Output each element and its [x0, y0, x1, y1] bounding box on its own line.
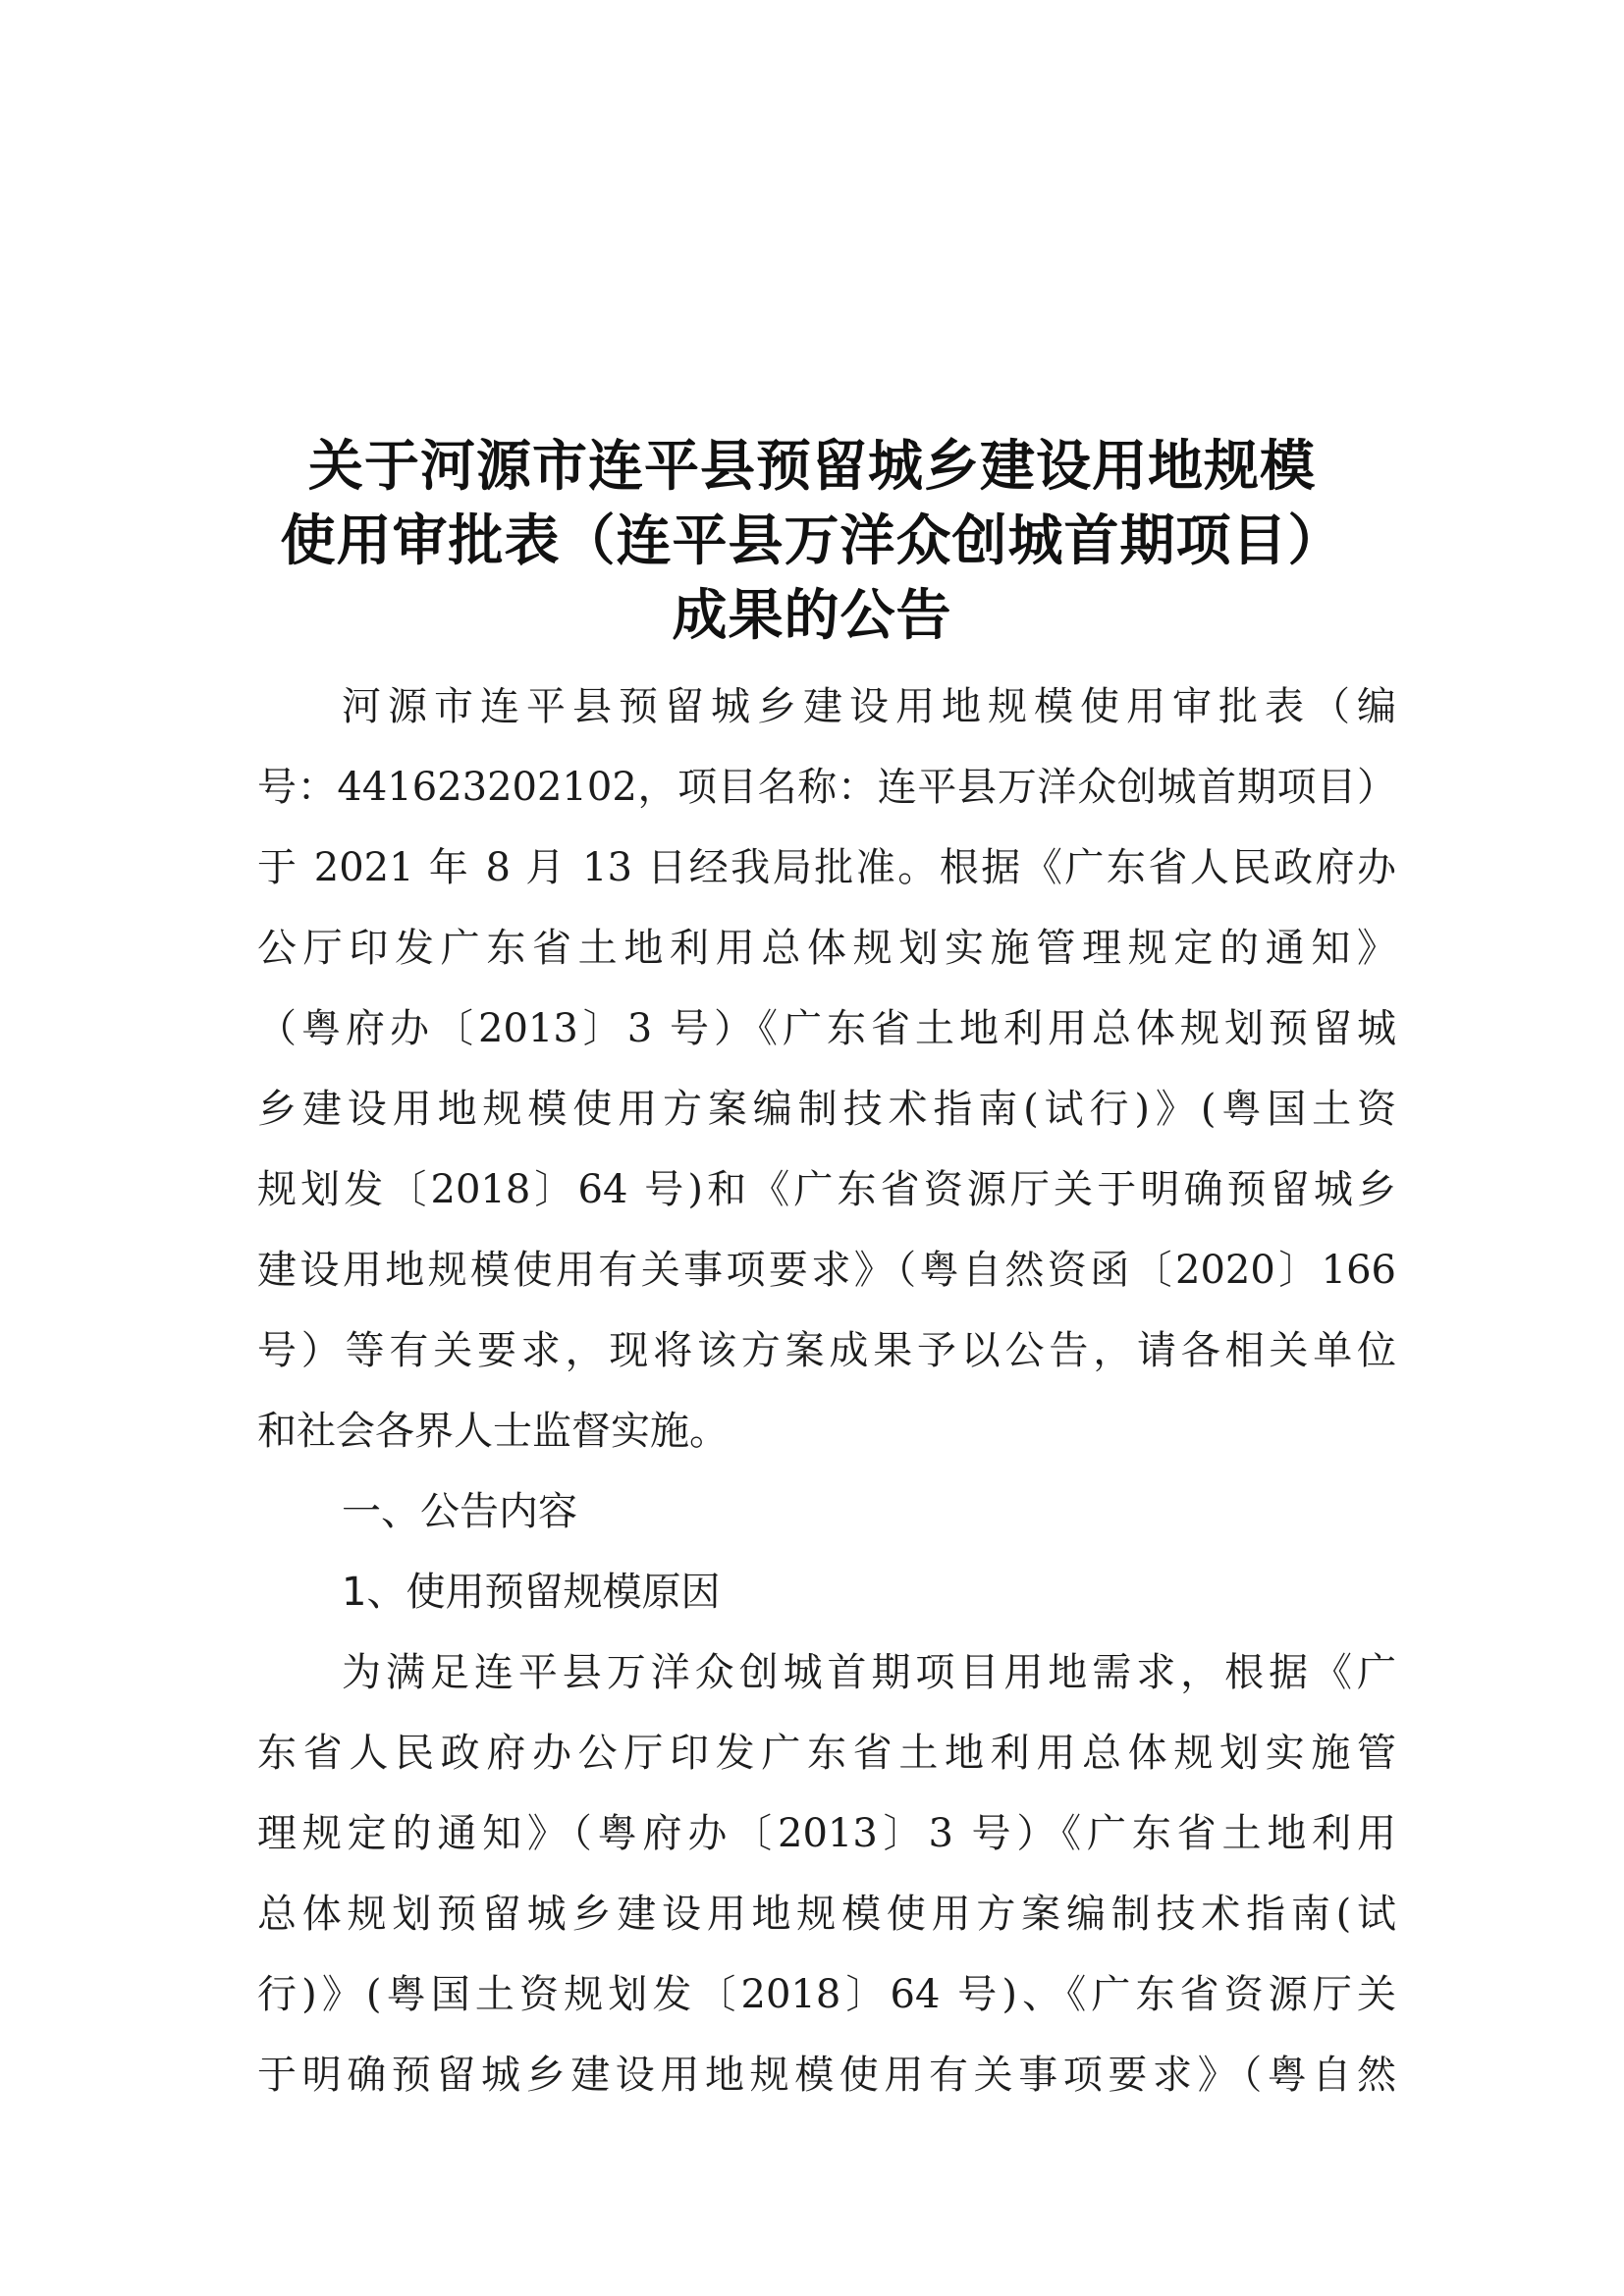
reason-line: 东省人民政府办公厅印发广东省土地利用总体规划实施管: [257, 1731, 1396, 1776]
reason-line: 为满足连平县万洋众创城首期项目用地需求，根据《广: [342, 1650, 1396, 1695]
title-line: 关于河源市连平县预留城乡建设用地规模: [308, 435, 1316, 499]
intro-line: 号：441623202102，项目名称：连平县万洋众创城首期项目）: [257, 765, 1396, 810]
intro-line: 和社会各界人士监督实施。: [257, 1409, 729, 1454]
title-line: 使用审批表（连平县万洋众创城首期项目）: [280, 509, 1344, 573]
intro-line: 建设用地规模使用有关事项要求》（粤自然资函〔2020〕166: [257, 1248, 1396, 1293]
reason-line: 于明确预留城乡建设用地规模使用有关事项要求》（粤自然: [257, 2053, 1396, 2098]
reason-line: 行)》(粤国土资规划发〔2018〕64 号)、《广东省资源厅关: [257, 1972, 1396, 2017]
intro-line: 于 2021 年 8 月 13 日经我局批准。根据《广东省人民政府办: [257, 845, 1396, 890]
intro-line: 公厅印发广东省土地利用总体规划实施管理规定的通知》: [257, 926, 1396, 971]
intro-line: 河源市连平县预留城乡建设用地规模使用审批表（编: [342, 684, 1396, 729]
intro-line: 乡建设用地规模使用方案编制技术指南(试行)》(粤国土资: [257, 1087, 1396, 1132]
reason-line: 总体规划预留城乡建设用地规模使用方案编制技术指南(试: [257, 1892, 1396, 1937]
section-heading: 一、公告内容: [342, 1489, 577, 1534]
subsection-heading: 1、使用预留规模原因: [342, 1570, 721, 1615]
reason-line: 理规定的通知》（粤府办〔2013〕3 号）《广东省土地利用: [257, 1811, 1396, 1856]
intro-line: （粤府办〔2013〕3 号）《广东省土地利用总体规划预留城: [257, 1006, 1396, 1051]
intro-line: 规划发〔2018〕64 号)和《广东省资源厅关于明确预留城乡: [257, 1167, 1396, 1212]
title-line: 成果的公告: [672, 584, 952, 648]
intro-line: 号）等有关要求，现将该方案成果予以公告，请各相关单位: [257, 1328, 1396, 1373]
